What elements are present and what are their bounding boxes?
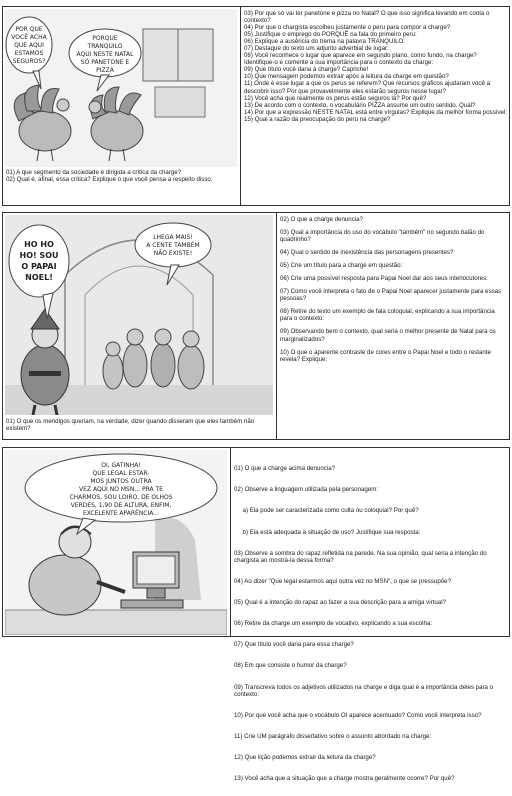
bubble-santa-line: HO! SOU bbox=[19, 251, 59, 260]
question-item: 05) Crie um título para a charge em questão: bbox=[280, 262, 403, 270]
question-item: 05) Qual é a intenção do rapaz ao fazer a sua descrição para a amiga virtual? bbox=[234, 598, 446, 606]
bubble-msn-line: QUE LEGAL ESTAR- bbox=[92, 470, 150, 477]
bubble-left-line: QUE AQUI bbox=[14, 42, 44, 49]
question-item: 09) Observando bem o contexto, qual seria o melhor presente de Natal para os marginalizados? bbox=[280, 328, 496, 343]
column-divider bbox=[240, 7, 241, 205]
column-divider bbox=[276, 213, 277, 439]
bubble-left-line: ESTAMOS bbox=[14, 50, 44, 57]
question-item: 09) Transcreva todos os adjetivos utilizados na charge e diga qual é a importância deles para o contexto: bbox=[234, 683, 495, 698]
bubble-msn-line: CHARMOS, SOU LOIRO, DE OLHOS bbox=[69, 494, 173, 501]
bubble-left-line: SEGUROS? bbox=[12, 58, 46, 65]
column-divider bbox=[230, 448, 231, 636]
bubble-santa-line: O PAPAI bbox=[21, 262, 57, 271]
bubble-left-line: VOCÊ ACHA bbox=[11, 34, 47, 41]
bubble-right-line: PIZZA bbox=[96, 67, 114, 74]
question-item: 13) De acordo com o contexto, o vocabulário PIZZA assume um outro sentido. Qual? bbox=[244, 101, 476, 109]
question-item: 14) Por que a expressão NESTE NATAL está entre vírgulas? Explique da melhor forma possível: bbox=[244, 108, 508, 116]
bubble-crowd-line: NÃO EXISTE! bbox=[153, 250, 193, 257]
question-item: 07) Destaque do texto um adjunto adverbial de lugar: bbox=[244, 45, 389, 53]
bubble-msn-line: VERDES, 1,90 DE ALTURA, ENFIM, bbox=[70, 502, 172, 509]
question-item: 08) Em que consiste o humor da charge? bbox=[234, 662, 347, 670]
question-item: 03) Observe a sombra do rapaz refletida na parede. Na sua opinião, qual seria a intenção do chargista ao mostrá-la dessa forma? bbox=[234, 549, 489, 564]
panel1-questions bbox=[244, 10, 508, 123]
bubble-santa-line: HO HO bbox=[24, 240, 54, 249]
question-item: 11) Crie UM parágrafo dissertativo sobre o assunto abordado na charge: bbox=[234, 732, 432, 740]
bubble-msn-line: VEZ AQUI NO MSN... PRA TE bbox=[79, 486, 163, 493]
bubble-right-line: PORQUE bbox=[92, 35, 118, 42]
santa-cartoon bbox=[5, 215, 273, 415]
question-item: 10) O que o aparente contraste de cores entre o Papai Noel e todo o restante revela? Explique: bbox=[280, 348, 491, 363]
msn-cartoon bbox=[5, 450, 227, 635]
bubble-msn-line: OI, GATINHA! bbox=[101, 462, 141, 469]
question-item: 02) Qual é, afinal, essa crítica? Explique o que você pensa a respeito disso. bbox=[6, 176, 213, 184]
panel1-caption bbox=[6, 169, 238, 183]
question-item: 05) Justifique o emprego do PORQUÊ na fala do primeiro peru: bbox=[244, 31, 417, 39]
question-item: 12) Que lição podemos extrair da leitura da charge? bbox=[234, 754, 376, 762]
question-item: 06) Retire da charge um exemplo de vocativo, explicando a sua escolha: bbox=[234, 620, 432, 628]
turkeys-cartoon bbox=[5, 9, 237, 167]
bubble-right-line: AQUI NESTE NATAL bbox=[76, 51, 134, 58]
bubble-crowd-text bbox=[146, 234, 199, 257]
bubble-crowd-line: LHEGA MAIS! bbox=[153, 234, 193, 241]
question-item: b) Ela está adequada à situação de uso? Justifique sua resposta: bbox=[234, 528, 421, 536]
question-item: 04) Qual o sentido de inexistência das personagens presentes? bbox=[280, 249, 454, 257]
question-item: 03) Qual a importância do uso do vocábulo "também" no segundo balão do quadrinho? bbox=[280, 229, 485, 244]
question-item: 01) A que segmento da sociedade é dirigida a crítica da charge? bbox=[6, 169, 182, 176]
question-item: 11) Onde é esse lugar a que os perus se referem? Que recursos gráficos ajudaram você a descobrir isso? Por que provavelmente eles estarão seguros nesse lugar? bbox=[244, 80, 490, 95]
question-item: 15) Qual a razão da preocupação do peru na charge? bbox=[244, 115, 391, 123]
panel3-questions bbox=[234, 451, 508, 796]
question-item: 02) O que a charge denuncia? bbox=[280, 216, 363, 223]
question-item: 08) Retire do texto um exemplo de fala coloquial, explicando a sua importância para o contexto: bbox=[280, 308, 495, 323]
question-item: 10) Que mensagem podemos extrair após a leitura da charge em questão? bbox=[244, 73, 449, 81]
question-item: 02) Observe a linguagem utilizada pela personagem: bbox=[234, 486, 379, 494]
bubble-left-text bbox=[11, 26, 47, 65]
bubble-left-line: POR QUE bbox=[15, 26, 43, 33]
bubble-right-line: TRANQUILO bbox=[87, 43, 123, 50]
bubble-right-line: SÓ PANETONE E bbox=[80, 59, 130, 66]
panel2-questions bbox=[280, 216, 508, 369]
bubble-santa-line: NOEL! bbox=[25, 273, 53, 282]
bubble-crowd-line: A CENTE TAMBÉM bbox=[146, 242, 200, 249]
question-item: 01) O que a charge acima denuncia? bbox=[234, 465, 336, 473]
charge-panel-msn bbox=[2, 447, 510, 783]
question-item: 12) Você acha que realmente os perus estão seguros lá? Por quê? bbox=[244, 94, 427, 102]
question-item: 13) Você acha que a situação que a charge mostra geralmente ocorre? Por quê? bbox=[234, 775, 455, 783]
question-item: 08) Você reconhece o lugar que aparece em segundo plano, como fundo, na charge? Identifique-o e comente a sua importância para o contexto da charge: bbox=[244, 52, 477, 67]
bubble-msn-line: EXCELENTE APARÊNCIA... bbox=[82, 510, 160, 517]
question-item: 09) Que título você daria à charge? Capriche! bbox=[244, 66, 369, 74]
question-item: 06) Crie uma possível resposta para Papai Noel dar aos seus interlocutores: bbox=[280, 275, 488, 283]
question-item: 07) Que título você daria para essa charge? bbox=[234, 641, 354, 649]
question-item: 03) Por que só vai ter panetone e pizza no Natal? O que isso significa levando em conta o contexto? bbox=[244, 10, 490, 25]
question-item: a) Ela pode ser caracterizada como culta ou coloquial? Por quê? bbox=[234, 507, 419, 515]
question-item: 04) Ao dizer "Que legal estarmos aqui outra vez no MSN", o que se pressupõe? bbox=[234, 577, 452, 585]
question-item: 04) Por que o chargista escolheu justamente o peru para compor a charge? bbox=[244, 24, 451, 32]
bubble-msn-line: MOS JUNTOS OUTRA bbox=[90, 478, 152, 485]
question-item: 07) Como você interpreta o fato de o Papai Noel aparecer justamente para essas pessoas? bbox=[280, 288, 502, 303]
charge-panel-turkeys bbox=[2, 6, 510, 206]
panel2-caption: 01) O que os mendigos queriam, na verdade, dizer quando disseram que eles também não existem? bbox=[6, 418, 255, 433]
charge-panel-santa bbox=[2, 212, 510, 440]
question-item: 06) Explique a ausência do trema na palavra TRANQUILO: bbox=[244, 38, 405, 46]
question-item: 10) Por que você acha que o vocábulo OI aparece acentuado? Como você interpreta isso? bbox=[234, 711, 482, 719]
